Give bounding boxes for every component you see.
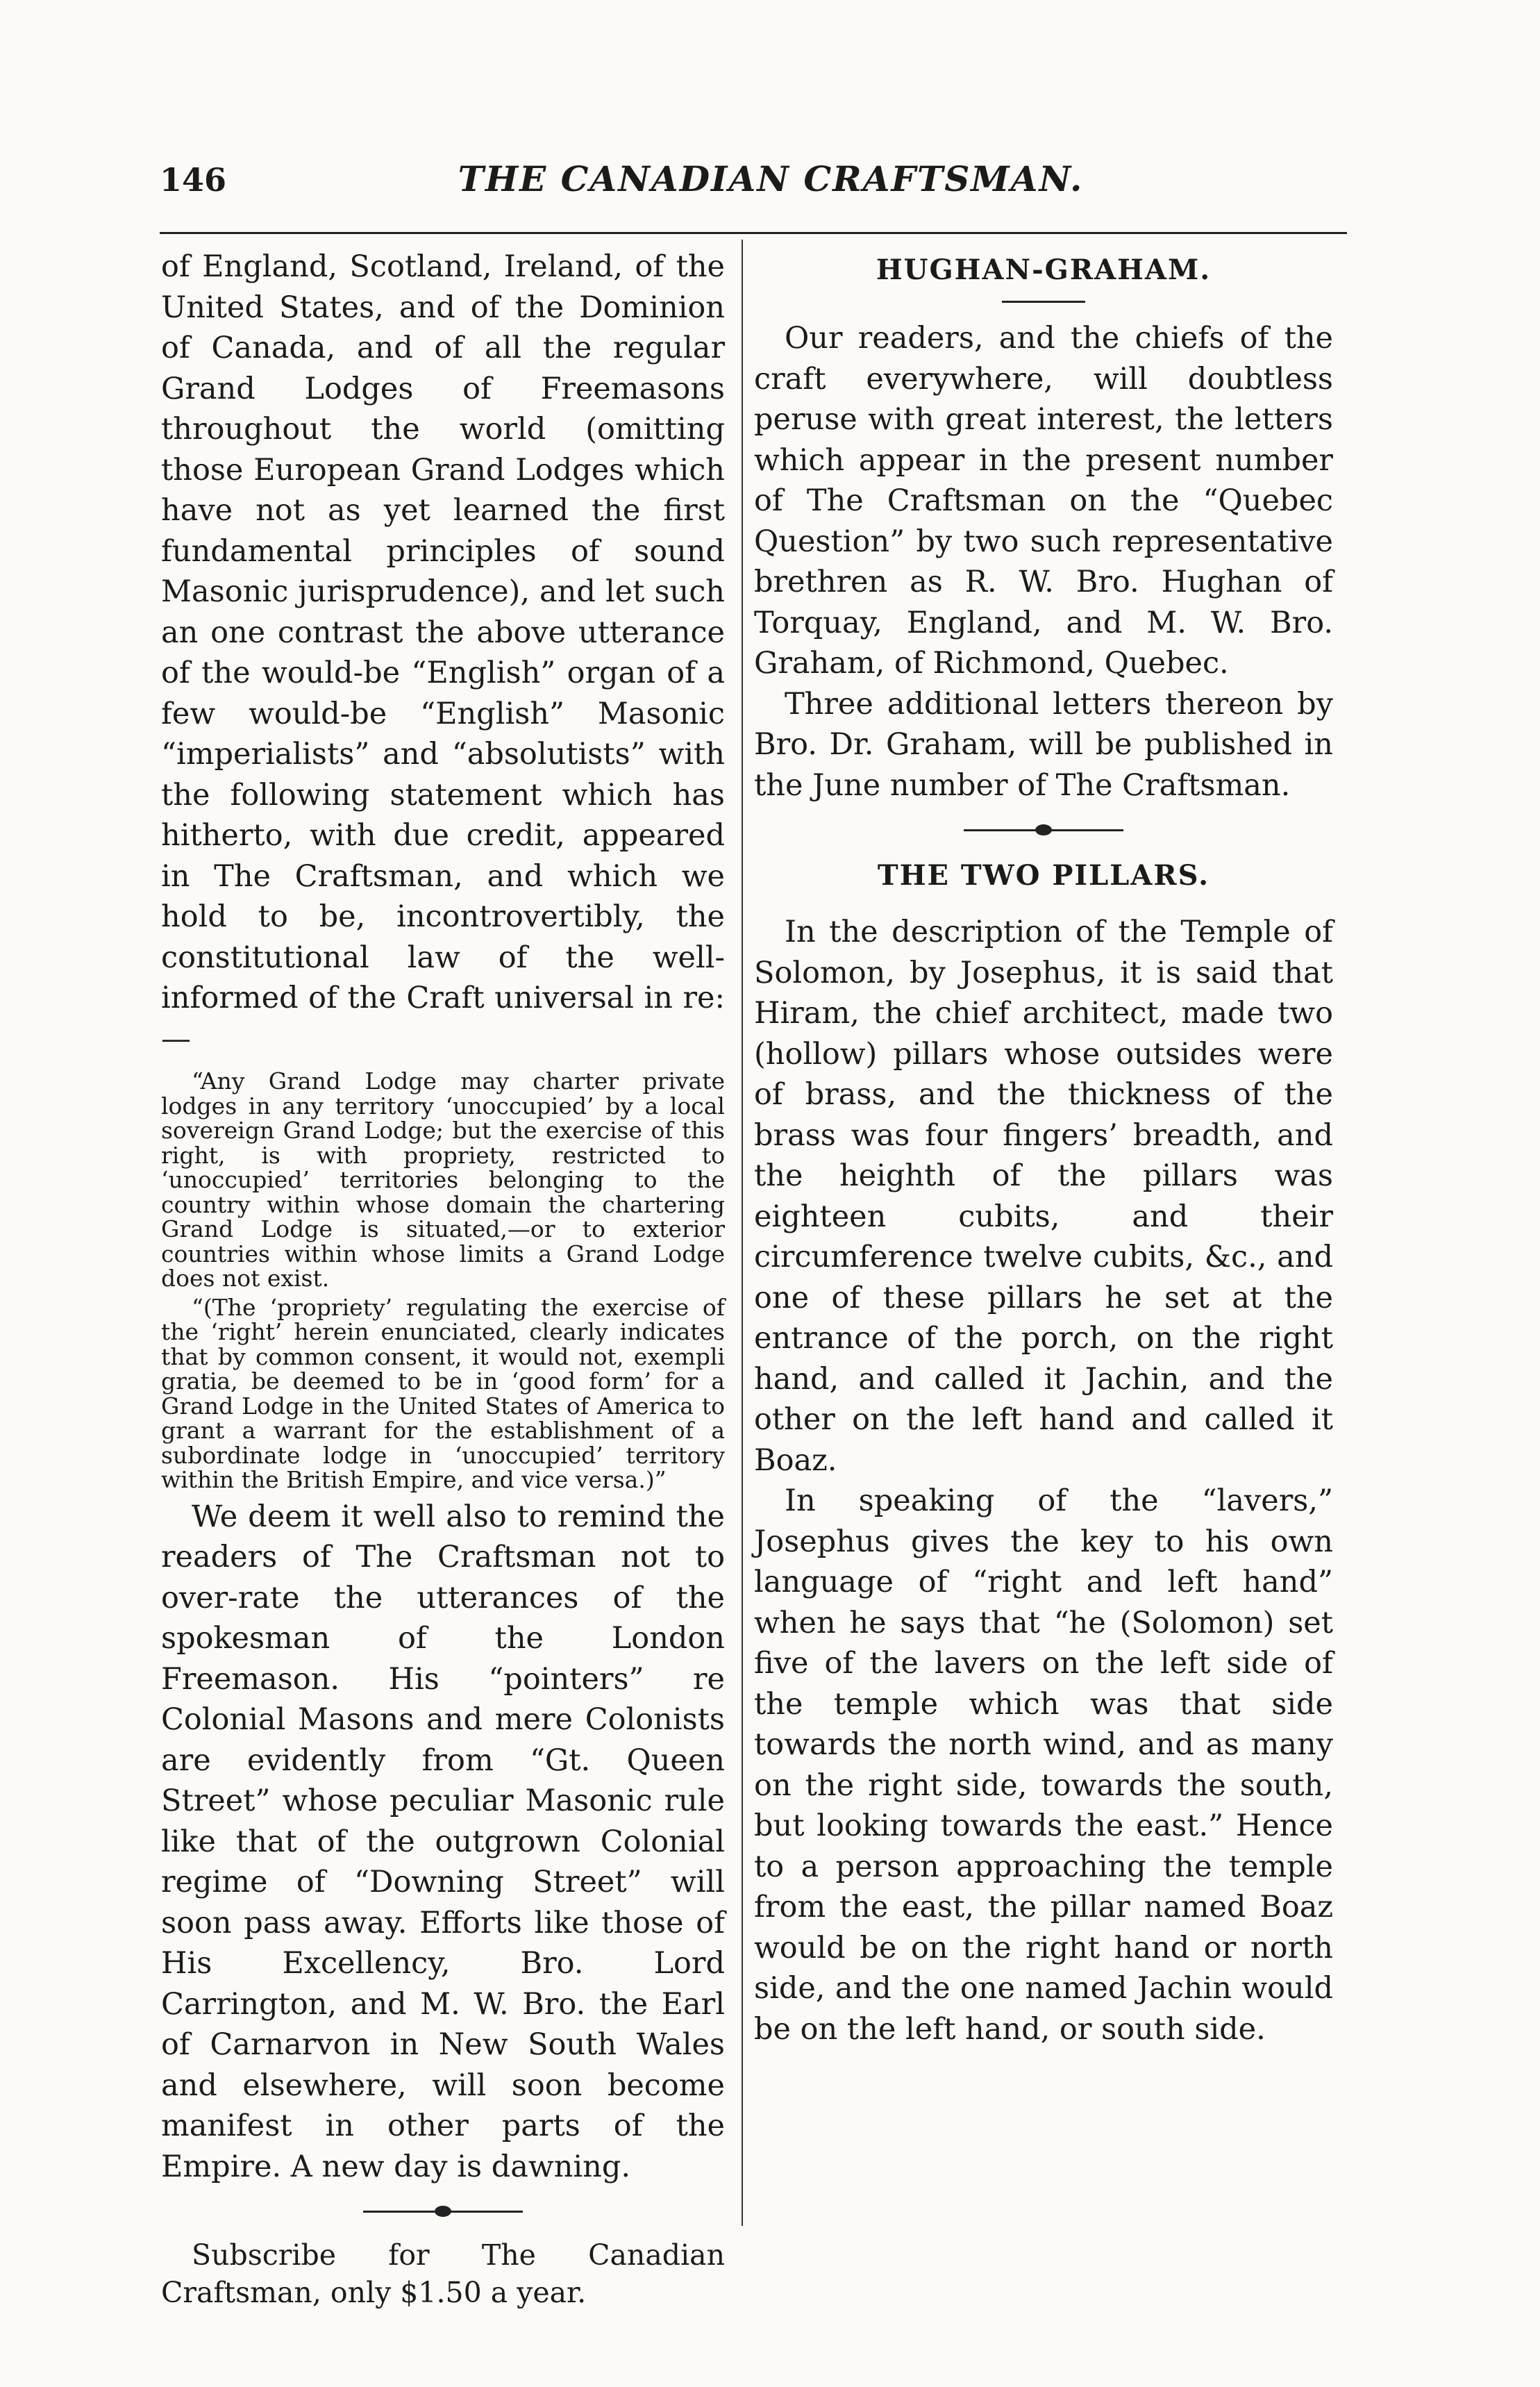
quoted-regulation: “Any Grand Lodge may charter private lodges in any territory ‘unoccupied’ by a local sovereign Grand Lodge; but the exercise of this right, is with propriety, restricted to ‘unoccupied’ territories belonging to the country within whose domain the chartering Grand Lodge is situated,—or to exterior countries within whose limits a Grand Lodge does not exist. bbox=[161, 1067, 725, 1292]
journal-title: THE CANADIAN CRAFTSMAN. bbox=[458, 158, 1084, 199]
section-ornament-rule bbox=[363, 2211, 523, 2213]
quoted-propriety-note: “(The ‘propriety’ regulating the exercise of the ‘right’ herein enunciated, clearly indicates that by common consent, it would not, exempli gratia, be deemed to be in ‘good form’ for a Grand Lodge in the United States of America to grant a warrant for the establishment of a subordinate lodge in ‘unoccupied’ territory within the British Empire, and vice versa.)” bbox=[161, 1293, 725, 1493]
subscribe-notice: Subscribe for The Canadian Craftsman, only $1.50 a year. bbox=[161, 2238, 725, 2309]
right-column bbox=[754, 247, 1333, 2049]
section-ornament-rule bbox=[964, 829, 1123, 831]
left-paragraph-1: of England, Scotland, Ireland, of the United States, and of the Dominion of Canada, and of all the regular Grand Lodges of Freemasons throughout the world (omitting those European Grand Lodges which have not as yet learned the first fundamental principles of sound Masonic jurisprudence), and let such an one contrast the above utterance of the would-be “English” organ of a few would-be “English” Masonic “imperialists” and “absolutists” with the following statement which has hitherto, with due credit, appeared in The Craftsman, and which we hold to be, incontrovertibly, the constitutional law of the well-informed of the Craft universal in re:— bbox=[161, 249, 725, 1056]
heading-short-rule bbox=[1002, 301, 1085, 303]
column-divider bbox=[742, 240, 743, 2226]
header-rule bbox=[160, 232, 1347, 234]
left-paragraph-2: We deem it well also to remind the readers of The Craftsman not to over-rate the utterances of the spokesman of the London Freemason. His “pointers” re Colonial Masons and mere Colonists are evidently from “Gt. Queen Street” whose peculiar Masonic rule like that of the outgrown Colonial regime of “Downing Street” will soon pass away. Efforts like those of His Excellency, Bro. Lord Carrington, and M. W. Bro. the Earl of Carnarvon in New South Wales and elsewhere, will soon become manifest in other parts of the Empire. A new day is dawning. bbox=[161, 1499, 725, 2184]
heading-hughan-graham: HUGHAN-GRAHAM. bbox=[876, 253, 1212, 286]
heading-two-pillars: THE TWO PILLARS. bbox=[877, 859, 1210, 892]
right-paragraph-2: Three additional letters thereon by Bro. Dr. Graham, will be published in the June number of The Craftsman. bbox=[754, 686, 1333, 803]
right-paragraph-1: Our readers, and the chiefs of the craft everywhere, will doubtless peruse with great interest, the letters which appear in the present number of The Craftsman on the “Quebec Question” by two such representative brethren as R. W. Bro. Hughan of Torquay, England, and M. W. Bro. Graham, of Richmond, Quebec. bbox=[754, 321, 1333, 681]
page-number: 146 bbox=[160, 161, 227, 199]
right-paragraph-4: In speaking of the “lavers,” Josephus gives the key to his own language of “right and left hand” when he says that “he (Solomon) set five of the lavers on the left side of the temple which was that side towards the north wind, and as many on the right side, towards the south, but looking towards the east.” Hence to a person approaching the temple from the east, the pillar named Boaz would be on the right hand or north side, and the one named Jachin would be on the left hand, or south side. bbox=[754, 1483, 1333, 2047]
left-column bbox=[161, 247, 725, 2311]
right-paragraph-3: In the description of the Temple of Solomon, by Josephus, it is said that Hiram, the chief architect, made two (hollow) pillars whose outsides were of brass, and the thickness of the brass was four fingers’ breadth, and the heighth of the pillars was eighteen cubits, and their circumference twelve cubits, &c., and one of these pillars he set at the entrance of the porch, on the right hand, and called it Jachin, and the other on the left hand and called it Boaz. bbox=[754, 915, 1333, 1478]
page-header bbox=[160, 154, 1333, 203]
